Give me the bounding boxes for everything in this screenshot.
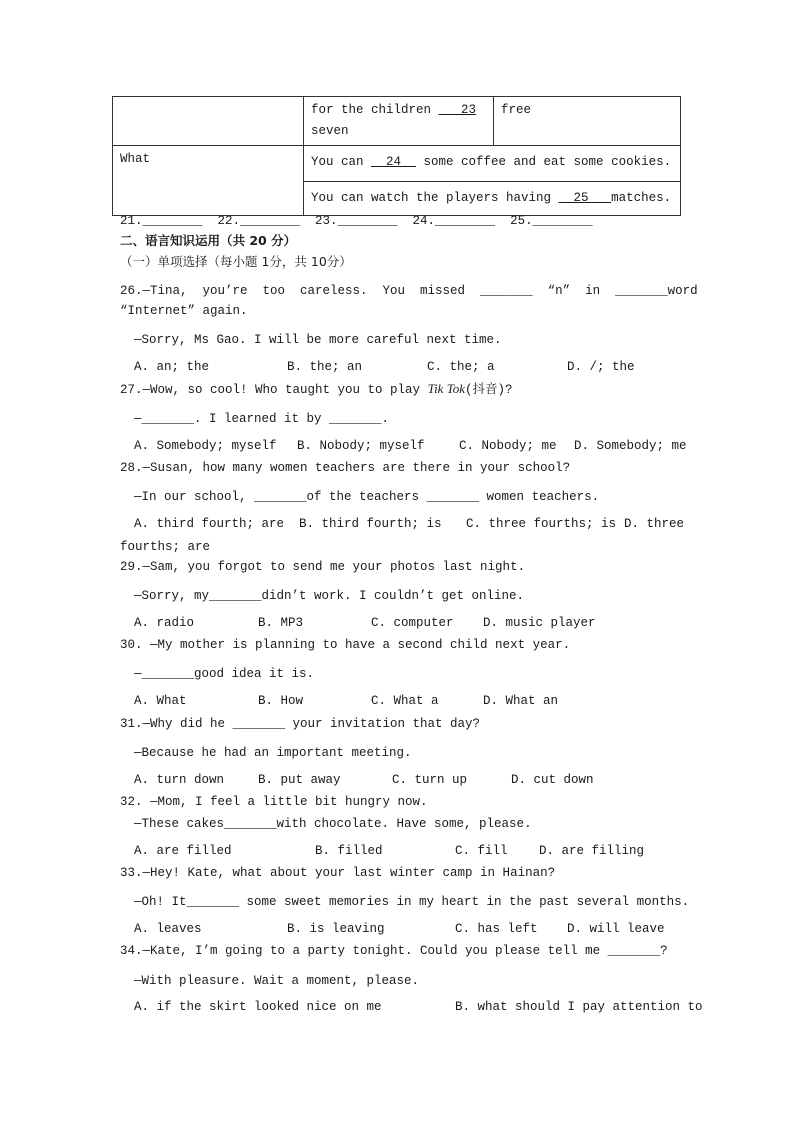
option-c: C. the; a <box>427 360 495 374</box>
option-a: A. are filled <box>134 844 232 858</box>
question-26: 26.—Tina, you’re too careless. You missed _______ “n” in _______word <box>120 284 698 298</box>
table-cell-free: free <box>494 97 681 146</box>
option-c: C. turn up <box>392 773 468 787</box>
question-33: 33.—Hey! Kate, what about your last winter camp in Hainan? <box>120 866 556 880</box>
option-d: D. Somebody; me <box>574 439 687 453</box>
option-b: B. put away <box>258 773 341 787</box>
option-a: A. third fourth; are <box>134 517 285 531</box>
question-31-reply: —Because he had an important meeting. <box>134 746 412 760</box>
option-c: C. has left <box>455 922 538 936</box>
option-d-wrap: fourths; are <box>120 540 211 554</box>
option-b: B. filled <box>315 844 383 858</box>
question-26-reply: —Sorry, Ms Gao. I will be more careful next time. <box>134 333 502 347</box>
table-cell-coffee: You can 24 some coffee and eat some cookies. <box>304 146 681 182</box>
question-27-reply: —_______. I learned it by _______. <box>134 412 390 426</box>
option-d: D. three <box>624 517 685 531</box>
option-b: B. third fourth; is <box>299 517 442 531</box>
table-cell-children: for the children 23 seven <box>304 97 494 146</box>
option-d: D. /; the <box>567 360 635 374</box>
question-28: 28.—Susan, how many women teachers are there in your school? <box>120 461 571 475</box>
answer-blanks: 21.________ 22.________ 23.________ 24.________ 25.________ <box>120 214 593 228</box>
question-34-reply: —With pleasure. Wait a moment, please. <box>134 974 420 988</box>
option-a: A. leaves <box>134 922 202 936</box>
question-27: 27.—Wow, so cool! Who taught you to play Tik Tok(抖音)? <box>120 381 513 397</box>
option-d: D. are filling <box>539 844 645 858</box>
table-cell-matches: You can watch the players having 25 matches. <box>304 182 681 216</box>
subsection-heading: （一）单项选择（每小题 1分，共 10分） <box>120 254 352 269</box>
option-b: B. How <box>258 694 304 708</box>
option-d: D. music player <box>483 616 596 630</box>
question-32: 32. —Mom, I feel a little bit hungry now. <box>120 795 428 809</box>
table-row <box>113 97 681 146</box>
option-a: A. turn down <box>134 773 225 787</box>
question-29: 29.—Sam, you forgot to send me your photos last night. <box>120 560 526 574</box>
option-c: C. three fourths; is <box>466 517 617 531</box>
option-d: D. cut down <box>511 773 594 787</box>
option-a: A. an; the <box>134 360 210 374</box>
section-heading: 二、语言知识运用（共 20 分） <box>120 233 297 248</box>
option-b: B. the; an <box>287 360 363 374</box>
option-c: C. fill <box>455 844 508 858</box>
option-b: B. MP3 <box>258 616 304 630</box>
option-b: B. what should I pay attention to <box>455 1000 703 1014</box>
blank-23: 23 <box>438 103 477 117</box>
question-34: 34.—Kate, I’m going to a party tonight. Could you please tell me _______? <box>120 944 668 958</box>
question-30: 30. —My mother is planning to have a second child next year. <box>120 638 571 652</box>
option-b: B. Nobody; myself <box>297 439 425 453</box>
option-a: A. radio <box>134 616 195 630</box>
option-b: B. is leaving <box>287 922 385 936</box>
option-d: D. What an <box>483 694 559 708</box>
option-a: A. if the skirt looked nice on me <box>134 1000 382 1014</box>
question-30-reply: —_______good idea it is. <box>134 667 315 681</box>
table-cell-what: What <box>113 146 304 216</box>
table-row <box>113 146 681 182</box>
blank-25: 25 <box>558 191 612 205</box>
question-32-reply: —These cakes_______with chocolate. Have some, please. <box>134 817 532 831</box>
question-26-cont: “Internet” again. <box>120 304 248 318</box>
option-d: D. will leave <box>567 922 665 936</box>
option-c: C. Nobody; me <box>459 439 557 453</box>
blank-24: 24 <box>371 155 417 169</box>
question-33-reply: —Oh! It_______ some sweet memories in my heart in the past several months. <box>134 895 690 909</box>
question-31: 31.—Why did he _______ your invitation that day? <box>120 717 481 731</box>
option-c: C. computer <box>371 616 454 630</box>
table-cell-empty <box>113 97 304 146</box>
option-a: A. Somebody; myself <box>134 439 277 453</box>
question-29-reply: —Sorry, my_______didn’t work. I couldn’t get online. <box>134 589 525 603</box>
option-a: A. What <box>134 694 187 708</box>
info-table <box>112 96 681 216</box>
option-c: C. What a <box>371 694 439 708</box>
question-28-reply: —In our school, _______of the teachers _______ women teachers. <box>134 490 600 504</box>
